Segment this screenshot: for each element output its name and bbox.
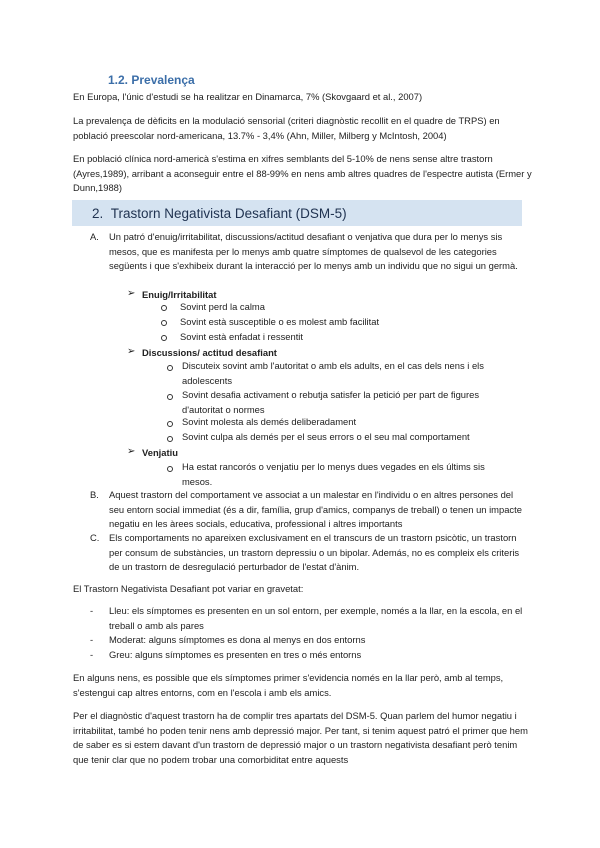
symptom-item: Sovint culpa als demés per el seus errors o el seu mal comportament: [182, 431, 470, 442]
symptom-item: Sovint està enfadat i ressentit: [180, 331, 303, 342]
paragraph-sensory-modulation: La prevalença de dèficits en la modulació sensorial (criteri diagnòstic recollit en el quadre de TRPS) en població preescolar nord-americana, 13.7% - 3,4% (Ahn, Miller, Milberg y McIntosh, 2004): [73, 115, 500, 141]
paragraph-europe: En Europa, l'únic d'estudi se ha realitzar en Dinamarca, 7% (Skovgaard et al., 2007): [73, 91, 423, 102]
severity-item-mild: Lleu: els símptomes es presenten en un sol entorn, per exemple, només a la llar, en la escola, en el treball o amb als pares: [109, 605, 523, 631]
symptom-item: Sovint perd la calma: [180, 301, 265, 312]
symptom-item: Discuteix sovint amb l'autoritat o amb els adults, en el cas dels nens i els adolescents: [182, 360, 484, 386]
dash-bullet: -: [90, 634, 94, 645]
paragraph-onset: En alguns nens, es possible que els símptomes primer s'evidencia només en la llar però, amb al temps, s'estengui cap altres entorns, com en l'escola i amb els amics.: [73, 672, 504, 698]
subheading-prevalence: 1.2. Prevalença: [108, 73, 195, 87]
severity-intro: El Trastorn Negativista Desafiant pot variar en gravetat:: [73, 583, 304, 594]
circle-bullet-icon: [167, 365, 173, 371]
paragraph-clinical-population: En població clínica nord-americà s'estima en xifres semblants del 5-10% de nens sense altre trastorn (Ayres,1989), arribant a aconseguir entre el 88-99% en nens amb altres quadres de l'espectre autista (Ermer y Dunn,1988): [73, 153, 532, 193]
paragraph-diagnosis: Per el diagnòstic d'aquest trastorn ha de complir tres apartats del DSM-5. Quan parlem del humor negatiu i irritabilitat, també ho poden tenir nens amb depressió major. Per tant, si tenim aquest patró el primer que hem de saber es si estem davant d'un trastorn de depressió major o un trastorn negativista desafiant però tenim que tenir clar que no podem trobar una comorbiditat entre aquests: [73, 710, 528, 765]
dash-bullet: -: [90, 649, 94, 660]
item-a-marker: A.: [90, 231, 99, 242]
arrow-bullet-icon: ➢: [127, 346, 136, 357]
circle-bullet-icon: [161, 305, 167, 311]
circle-bullet-icon: [161, 320, 167, 326]
circle-bullet-icon: [167, 466, 173, 472]
circle-bullet-icon: [161, 335, 167, 341]
circle-bullet-icon: [167, 421, 173, 427]
severity-item-severe: Greu: alguns símptomes es presenten en tres o més entorns: [109, 649, 362, 660]
dash-bullet: -: [90, 605, 94, 616]
circle-bullet-icon: [167, 436, 173, 442]
section-heading: [92, 205, 347, 223]
arrow-bullet-icon: ➢: [127, 288, 136, 299]
section-title: Trastorn Negativista Desafiant (DSM-5): [110, 206, 347, 221]
symptom-item: Sovint molesta als demés deliberadament: [182, 416, 357, 427]
symptom-item: Ha estat rancorós o venjatiu per lo menys dues vegades en els últims sis mesos.: [182, 461, 485, 487]
item-c-text: Els comportaments no apareixen exclusivament en el transcurs de un trastorn psicòtic, un trastorn per consum de substàncies, un trastorn depressiu o un bipolar. Además, no es compleix els criteris de un trastorn de desregulació perturbador de l'estat d'ànim.: [109, 532, 520, 572]
arrow-bullet-icon: ➢: [127, 446, 136, 457]
section-number: 2.: [92, 206, 104, 221]
category-label-defiance: Discussions/ actitud desafiant: [142, 347, 277, 358]
category-label-irritability: Enuig/Irritabilitat: [142, 289, 217, 300]
item-a-text: Un patró d'enuig/irritabilitat, discussions/actitud desafiant o venjativa que dura per lo menys sis mesos, que es manifesta per lo menys amb quatre símptomes de qualsevol de les categories següents i que s'exhibeix durant la interacció per lo menys amb un individu que no sigui un germà.: [109, 231, 518, 271]
circle-bullet-icon: [167, 394, 173, 400]
symptom-item: Sovint desafia activament o rebutja satisfer la petició per part de figures d'autoritat o normes: [182, 389, 480, 415]
severity-item-moderate: Moderat: alguns símptomes es dona al menys en dos entorns: [109, 634, 366, 645]
item-b-text: Aquest trastorn del comportament ve associat a un malestar en l'individu o en altres persones del seu entorn social immediat (és a dir, família, grup d'amics, companys de treball) o tenen un impacte negatiu en les àrees socials, educativa, professional i altres importants: [109, 489, 522, 529]
category-label-vindictive: Venjatiu: [142, 447, 178, 458]
symptom-item: Sovint està susceptible o es molest amb facilitat: [180, 316, 380, 327]
item-c-marker: C.: [90, 532, 100, 543]
item-b-marker: B.: [90, 489, 99, 500]
